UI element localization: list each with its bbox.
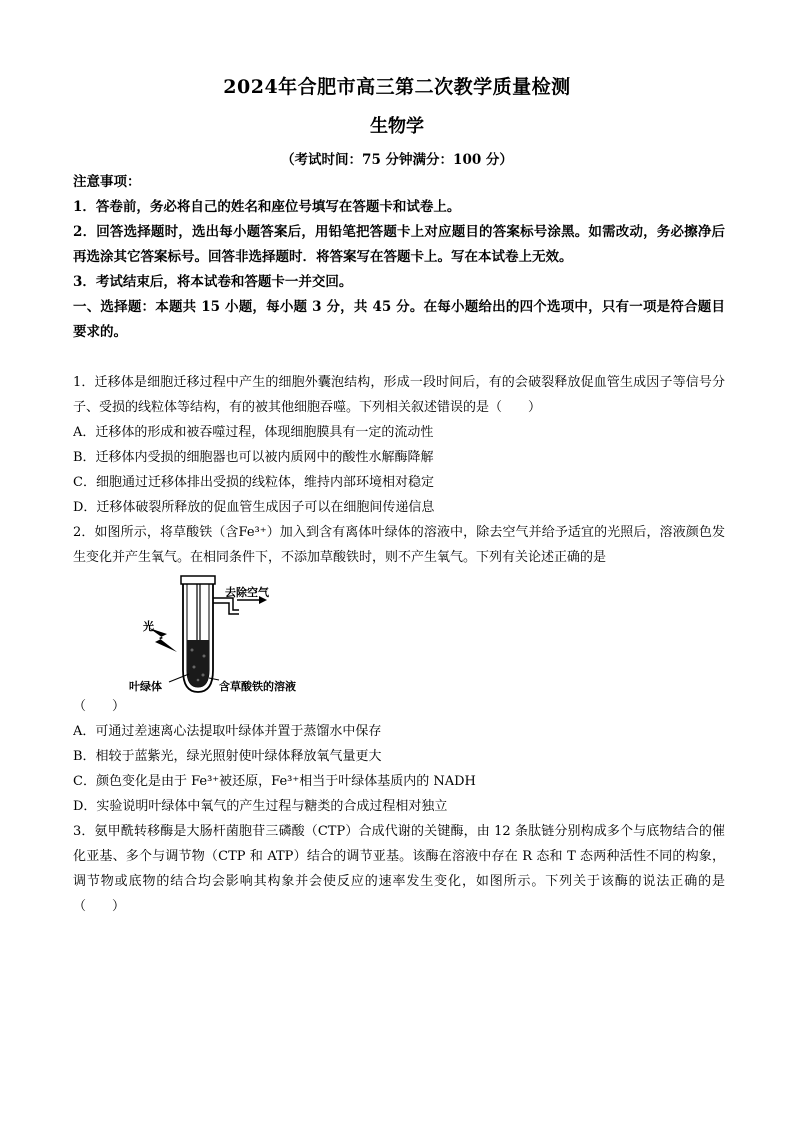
notes-section <box>73 170 725 345</box>
note-item-1: 1．答卷前，务必将自己的姓名和座位号填写在答题卡和试卷上。 <box>73 199 461 215</box>
question-1-option-d: D．迁移体破裂所释放的促血管生成因子可以在细胞间传递信息 <box>73 500 435 515</box>
question-2-option-b: B．相较于蓝紫光，绿光照射使叶绿体释放氧气量更大 <box>73 749 382 764</box>
note-item-3: 3．考试结束后，将本试卷和答题卡一并交回。 <box>73 274 353 290</box>
question-2-stem: 2．如图所示，将草酸铁（含Fe³⁺）加入到含有离体叶绿体的溶液中，除去空气并给予适宜的光照后，溶液颜色发生变化并产生氧气。在相同条件下，不添加草酸铁时，则不产生氧气。下列有关论述正确的是 <box>73 525 725 565</box>
notes-heading: 注意事项： <box>73 174 141 190</box>
question-1-option-a: A．迁移体的形成和被吞噬过程，体现细胞膜具有一定的流动性 <box>73 425 434 440</box>
question-1-stem: 1．迁移体是细胞迁移过程中产生的细胞外囊泡结构，形成一段时间后，有的会破裂释放促血管生成因子等信号分子、受损的线粒体等结构，有的被其他细胞吞噬。下列相关叙述错误的是（ ） <box>73 375 725 415</box>
question-2-option-a: A．可通过差速离心法提取叶绿体并置于蒸馏水中保存 <box>73 724 382 739</box>
exam-subject: 生物学 <box>370 116 424 137</box>
question-2-answer-paren: （ ） <box>73 699 126 714</box>
figure-label-light: 光 <box>143 620 154 633</box>
figure-label-solution: 含草酸铁的溶液 <box>219 680 296 693</box>
test-tube-figure <box>129 570 389 696</box>
question-2-option-c: C．颜色变化是由于 Fe³⁺被还原，Fe³⁺相当于叶绿体基质内的 NADH <box>73 774 476 789</box>
figure-label-chloroplast: 叶绿体 <box>129 680 162 693</box>
section-heading: 一、选择题：本题共 15 小题，每小题 3 分，共 45 分。在每小题给出的四个选项中，只有一项是符合题目要求的。 <box>73 299 725 340</box>
question-3-stem: 3．氨甲酰转移酶是大肠杆菌胞苷三磷酸（CTP）合成代谢的关键酶，由 12 条肽链分别构成多个与底物结合的催化亚基、多个与调节物（CTP 和 ATP）结合的调节亚基。该酶在溶液中存在 R 态和 T 态两种活性不同的构象，调节物或底物的结合均会影响其构象并会使反应的速率发生变化，如图所示。下列关于该酶的说法正确的是（ ） <box>73 824 725 914</box>
exam-time: （考试时间：75 分钟满分：100 分） <box>281 152 513 168</box>
question-1-option-c: C．细胞通过迁移体排出受损的线粒体，维持内部环境相对稳定 <box>73 475 434 490</box>
question-2-option-d: D．实验说明叶绿体中氧气的产生过程与糖类的合成过程相对独立 <box>73 799 448 814</box>
note-item-2: 2．回答选择题时，选出每小题答案后，用铅笔把答题卡上对应题目的答案标号涂黑。如需改动，务必擦净后再选涂其它答案标号。回答非选择题时．将答案写在答题卡上。写在本试卷上无效。 <box>73 224 725 265</box>
questions-section <box>73 370 725 919</box>
figure-label-air: 去除空气 <box>225 586 269 599</box>
question-1-option-b: B．迁移体内受损的细胞器也可以被内质网中的酸性水解酶降解 <box>73 450 434 465</box>
exam-title: 2024年合肥市高三第二次教学质量检测 <box>223 76 571 98</box>
